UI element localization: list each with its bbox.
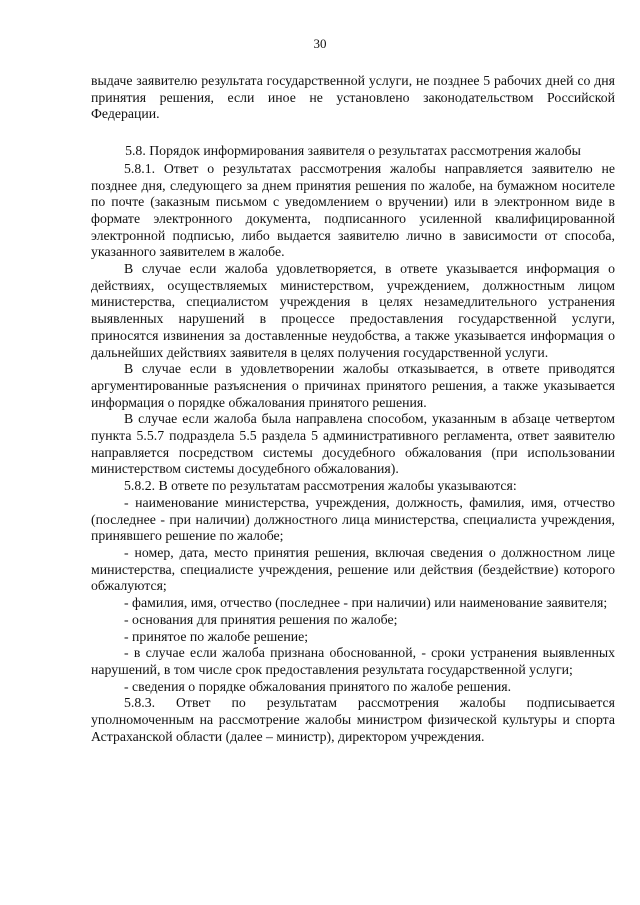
paragraph-complaint-rejected: В случае если в удовлетворении жалобы отказывается, в ответе приводятся аргументированные разъяснения о причинах принятого решения, а также указывается информация о порядке обжалования принятого решения.: [91, 361, 615, 410]
list-item: - фамилия, имя, отчество (последнее - при наличии) или наименование заявителя;: [124, 595, 608, 611]
paragraph-pre-trial-system: В случае если жалоба была направлена способом, указанным в абзаце четвертом пункта 5.5.7 подраздела 5.5 раздела 5 административного регламента, ответ заявителю направляется посредством системы досудебного обжалования (при использовании министерством системы досудебного обжалования).: [91, 411, 615, 477]
paragraph-complaint-satisfied: В случае если жалоба удовлетворяется, в ответе указывается информация о действиях, осуществляемых министерством, учреждением, должностным лицом министерства, специалистом учреждения в целях незамедлительного устранения выявленных нарушений в процессе предоставления государственной услуги, приносятся извинения за доставленные неудобства, а также указывается информация о дальнейших действиях заявителя в целях получения государственной услуги.: [91, 261, 615, 360]
paragraph-5-8-1: 5.8.1. Ответ о результатах рассмотрения жалобы направляется заявителю не позднее дня, следующего за днем принятия решения по жалобе, на бумажном носителе по почте (заказным письмом с уведомлением о вручении) или в электронном виде в формате электронного документа, подписанного усиленной квалифицированной электронной подписью, либо выдается заявителю лично в зависимости от способа, указанного заявителем в жалобе.: [91, 160, 615, 260]
list-item: - номер, дата, место принятия решения, включая сведения о должностном лице министерства, специалисте учреждения, решение или действия (бездействие) которого обжалуются;: [91, 544, 615, 594]
list-item: - принятое по жалобе решение;: [124, 628, 309, 644]
list-item: - сведения о порядке обжалования принятого по жалобе решения.: [124, 678, 512, 694]
list-item: - основания для принятия решения по жалобе;: [124, 611, 398, 627]
document-body: [91, 73, 615, 745]
paragraph-5-8-3: 5.8.3. Ответ по результатам рассмотрения жалобы подписывается уполномоченным на рассмотрение жалобы министром физической культуры и спорта Астраханской области (далее – министр), директором учреждения.: [91, 695, 615, 744]
paragraph-5-8-2: 5.8.2. В ответе по результатам рассмотрения жалобы указываются:: [124, 478, 517, 494]
paragraph-continuation: выдаче заявителю результата государственной услуги, не позднее 5 рабочих дней со дня принятия решения, если иное не установлено законодательством Российской Федерации.: [91, 73, 615, 122]
list-item: - в случае если жалоба признана обоснованной, - сроки устранения выявленных нарушений, в том числе срок предоставления результата государственной услуги;: [91, 645, 615, 677]
list-item: - наименование министерства, учреждения, должность, фамилия, имя, отчество (последнее - при наличии) должностного лица министерства, специалиста учреждения, принявшего решение по жалобе;: [91, 494, 615, 544]
section-heading: 5.8. Порядок информирования заявителя о результатах рассмотрения жалобы: [125, 143, 581, 159]
page-number: 30: [313, 36, 327, 51]
